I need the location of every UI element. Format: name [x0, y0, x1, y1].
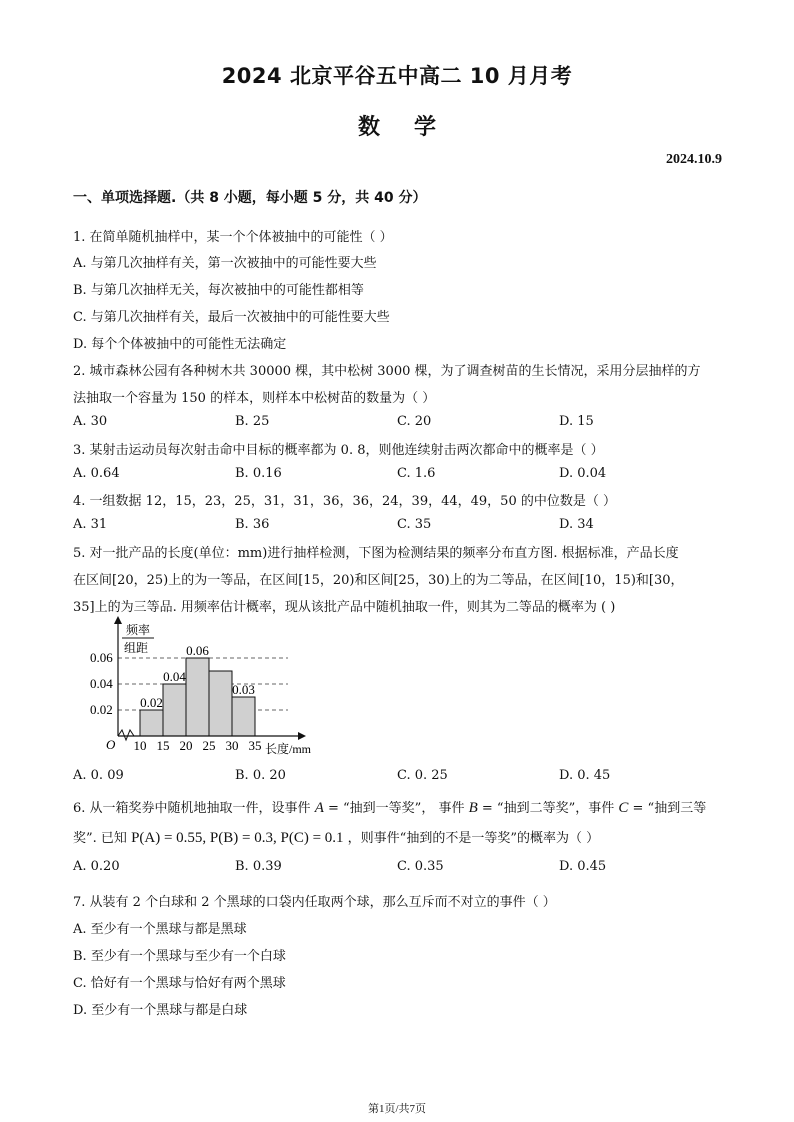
question-5-stem-line2: 在区间[20，25)上的为一等品，在区间[15，20)和区间[25，30)上的为二等品，在区间[10，15)和[30， — [73, 573, 684, 588]
question-5-stem-line3: 35]上的为三等品. 用频率估计概率，现从该批产品中随机抽取一件，则其为二等品的概率为 ( ) — [73, 600, 616, 615]
origin-label: O — [106, 737, 116, 752]
question-2-options — [73, 414, 723, 432]
histogram-bar — [209, 671, 232, 736]
q6-text-4: = “抽到三等 — [632, 801, 707, 816]
event-b-symbol: B — [468, 800, 478, 816]
question-6-option-b: B. 0.39 — [235, 859, 282, 874]
question-7-option-a: A. 至少有一个黑球与都是黑球 — [73, 922, 247, 937]
y-tick-label: 0.06 — [90, 650, 113, 665]
x-tick-label: 35 — [248, 738, 262, 753]
question-5-option-c: C. 0. 25 — [397, 768, 448, 783]
question-3-option-d: D. 0.04 — [559, 466, 607, 481]
question-2-stem-line1: 2. 城市森林公园有各种树木共 30000 棵，其中松树 3000 棵，为了调查树苗的生长情况，采用分层抽样的方 — [73, 364, 701, 379]
bar-value-label: 0.06 — [186, 643, 209, 658]
histogram-bar — [186, 658, 209, 736]
question-5-stem-line1: 5. 对一批产品的长度(单位：mm)进行抽样检测，下图为检测结果的频率分布直方图. 根据标准，产品长度 — [73, 546, 679, 561]
bar-value-label: 0.02 — [140, 695, 163, 710]
question-1-stem: 1. 在简单随机抽样中，某一个个体被抽中的可能性（ ） — [73, 230, 393, 245]
question-6-stem-line1 — [73, 797, 706, 817]
question-3-option-a: A. 0.64 — [73, 466, 120, 481]
question-7-option-b: B. 至少有一个黑球与至少有一个白球 — [73, 949, 286, 964]
question-4-option-d: D. 34 — [559, 517, 594, 532]
histogram-bar — [140, 710, 163, 736]
question-5-option-d: D. 0. 45 — [559, 768, 611, 783]
question-4-options — [73, 517, 723, 535]
question-6-option-d: D. 0.45 — [559, 859, 607, 874]
question-4-option-a: A. 31 — [73, 517, 108, 532]
frequency-histogram — [88, 616, 338, 764]
y-tick-labels — [90, 650, 113, 717]
question-1-option-b: B. 与第几次抽样无关，每次被抽中的可能性都相等 — [73, 283, 364, 298]
question-5-option-b: B. 0. 20 — [235, 768, 286, 783]
q6-text-3: = “抽到二等奖”，事件 — [481, 801, 615, 816]
q6-text-5: 奖”. 已知 — [73, 831, 127, 846]
subject-title: 数学 — [357, 114, 470, 140]
y-label-bottom: 组距 — [124, 641, 149, 655]
question-2-option-a: A. 30 — [73, 414, 108, 429]
question-6-options — [73, 859, 723, 877]
q6-text-6: ，则事件“抽到的不是一等奖”的概率为（ ） — [347, 831, 600, 846]
event-c-symbol: C — [618, 800, 629, 816]
question-1-option-c: C. 与第几次抽样有关，最后一次被抽中的可能性要大些 — [73, 310, 390, 325]
question-3-option-b: B. 0.16 — [235, 466, 282, 481]
question-2-option-c: C. 20 — [397, 414, 432, 429]
question-1-option-d: D. 每个个体被抽中的可能性无法确定 — [73, 337, 287, 352]
question-2-option-d: D. 15 — [559, 414, 594, 429]
x-tick-label: 25 — [202, 738, 216, 753]
x-axis-label: 长度/mm — [265, 742, 312, 756]
x-tick-label: 20 — [179, 738, 193, 753]
q6-text-2: = “抽到一等奖”， 事件 — [328, 801, 465, 816]
question-3-stem: 3. 某射击运动员每次射击命中目标的概率都为 0. 8，则他连续射击两次都命中的概率是（ ） — [73, 443, 604, 458]
question-6-stem-line2 — [73, 827, 599, 847]
exam-date: 2024.10.9 — [666, 152, 722, 167]
question-6-option-c: C. 0.35 — [397, 859, 444, 874]
exam-title: 2024 北京平谷五中高二 10 月月考 — [221, 64, 573, 88]
question-3-option-c: C. 1.6 — [397, 466, 436, 481]
y-axis-arrow-icon — [114, 616, 122, 624]
histogram-bar — [232, 697, 255, 736]
section-heading: 一、单项选择题.（共 8 小题，每小题 5 分，共 40 分） — [73, 190, 427, 206]
y-tick-label: 0.02 — [90, 702, 113, 717]
question-2-stem-line2: 法抽取一个容量为 150 的样本，则样本中松树苗的数量为（ ） — [73, 391, 436, 406]
question-7-stem: 7. 从装有 2 个白球和 2 个黑球的口袋内任取两个球，那么互斥而不对立的事件（ ） — [73, 895, 556, 910]
page-footer: 第1页/共7页 — [367, 1103, 427, 1115]
histogram-bar — [163, 684, 186, 736]
y-tick-label: 0.04 — [90, 676, 113, 691]
question-4-option-c: C. 35 — [397, 517, 432, 532]
question-4-option-b: B. 36 — [235, 517, 270, 532]
bar-value-label: 0.04 — [163, 669, 186, 684]
question-5-options — [73, 768, 723, 786]
event-a-symbol: A — [314, 800, 324, 816]
x-tick-labels — [134, 738, 262, 753]
x-axis-arrow-icon — [298, 732, 306, 740]
x-tick-label: 30 — [225, 738, 239, 753]
q6-text-1: 6. 从一箱奖券中随机地抽取一件，设事件 — [73, 801, 311, 816]
question-4-stem: 4. 一组数据 12，15，23，25，31，31，36，36，24，39，44，49，50 的中位数是（ ） — [73, 494, 616, 509]
question-3-options — [73, 466, 723, 484]
x-tick-label: 10 — [133, 738, 147, 753]
x-tick-label: 15 — [156, 738, 170, 753]
probability-formula: P(A) = 0.55, P(B) = 0.3, P(C) = 0.1 — [131, 830, 344, 846]
question-7-option-c: C. 恰好有一个黑球与恰好有两个黑球 — [73, 976, 286, 991]
question-6-option-a: A. 0.20 — [73, 859, 120, 874]
bar-value-label: 0.03 — [232, 682, 255, 697]
question-1-option-a: A. 与第几次抽样有关，第一次被抽中的可能性要大些 — [73, 256, 377, 271]
question-5-option-a: A. 0. 09 — [73, 768, 124, 783]
question-2-option-b: B. 25 — [235, 414, 270, 429]
question-7-option-d: D. 至少有一个黑球与都是白球 — [73, 1003, 248, 1018]
y-label-top: 频率 — [126, 623, 151, 637]
